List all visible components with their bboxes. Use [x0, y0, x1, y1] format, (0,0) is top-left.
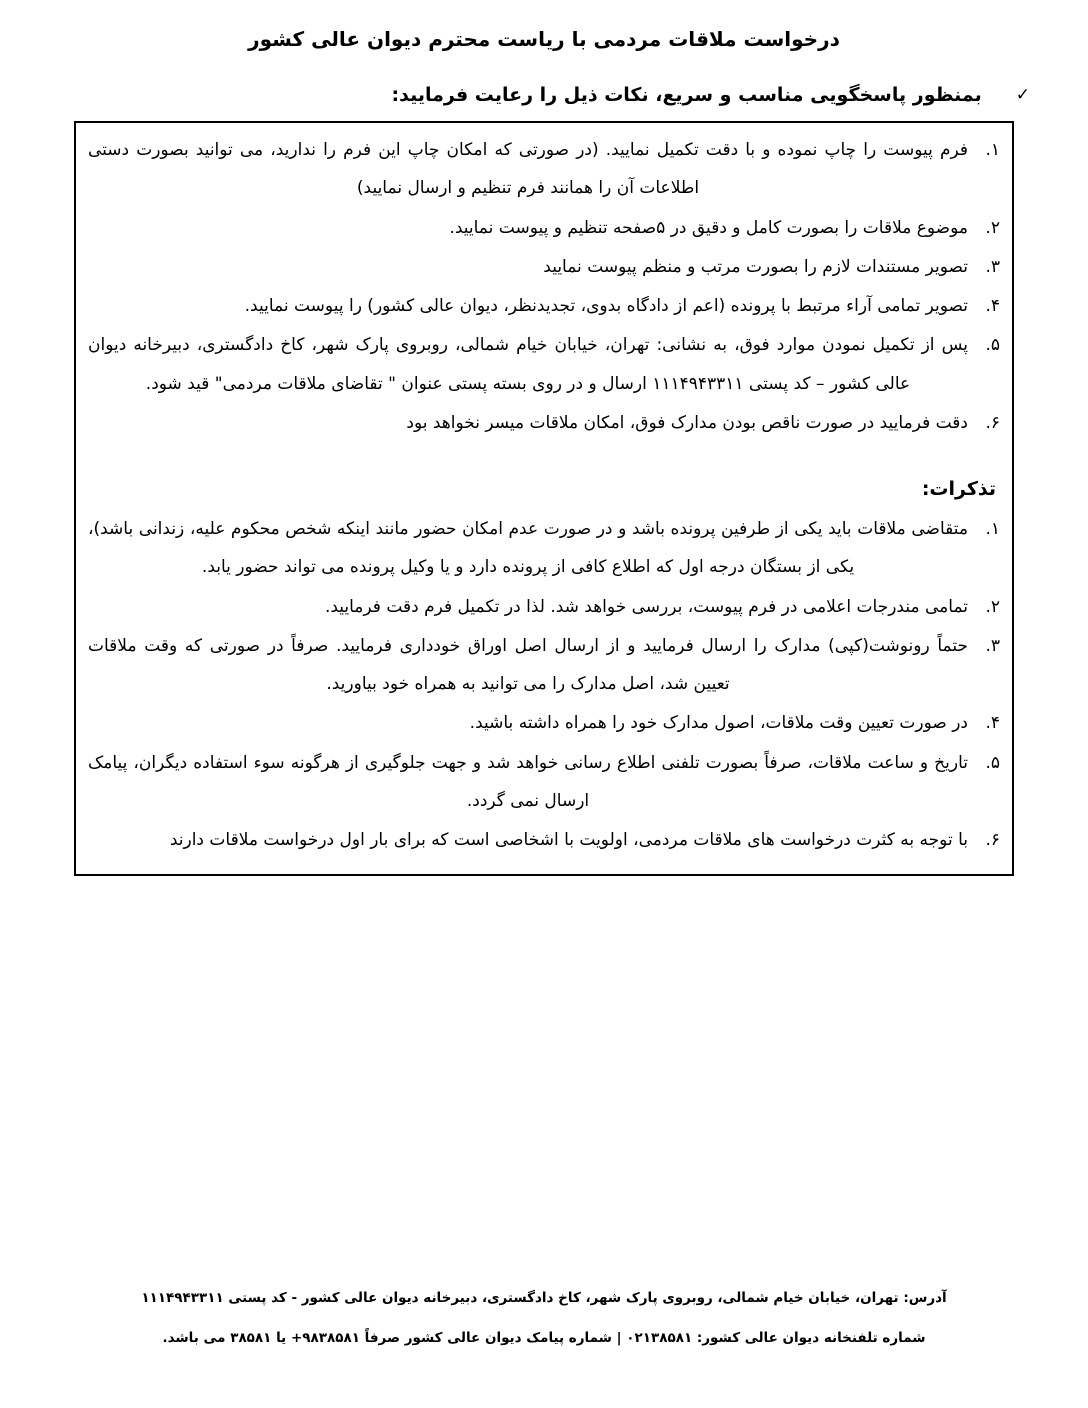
- item-text: حتماً رونوشت(کپی) مدارک را ارسال فرمایید و از ارسال اصل اوراق خودداری فرمایید. صرفاً در صورتی که وقت ملاقات تعیین شد، اصل مدارک را می توانید به همراه خود بیاورید.: [88, 635, 968, 695]
- item-text: فرم پیوست را چاپ نموده و با دقت تکمیل نمایید. (در صورتی که امکان چاپ این فرم را ندارید، می توانید بصورت دستی اطلاعات آن را همانند فرم تنظیم و ارسال نمایید): [88, 140, 968, 199]
- item-text: تصویر مستندات لازم را بصورت مرتب و منظم پیوست نمایید: [543, 256, 968, 277]
- list-item: [88, 588, 1000, 626]
- item-number: ۴.: [985, 296, 1000, 317]
- item-number: ۳.: [985, 635, 1000, 656]
- lead-instruction-text: بمنظور پاسخگویی مناسب و سریع، نکات ذیل را رعایت فرمایید:: [391, 84, 982, 106]
- item-number: ۲.: [985, 596, 1000, 617]
- footer-phone-numbers: شماره تلفنخانه دیوان عالی کشور: ۰۲۱۳۸۵۸۱ | شماره پیامک دیوان عالی کشور صرفاً ۹۸۳۸۵۸۱+ یا ۳۸۵۸۱ می باشد.: [162, 1330, 926, 1347]
- item-text: با توجه به کثرت درخواست های ملاقات مردمی، اولویت با اشخاصی است که برای بار اول درخواست ملاقات دارند: [169, 830, 968, 851]
- document-title: درخواست ملاقات مردمی با ریاست محترم دیوان عالی کشور: [248, 27, 840, 51]
- item-number: ۱.: [985, 140, 1000, 161]
- item-text: تصویر تمامی آراء مرتبط با پرونده (اعم از دادگاه بدوی، تجدیدنظر، دیوان عالی کشور) را پیوست نمایید.: [244, 296, 968, 317]
- item-text: متقاضی ملاقات باید یکی از طرفین پرونده باشد و در صورت عدم امکان حضور مانند اینکه شخص محکوم علیه، زندانی باشد)، یکی از بستگان درجه اول که اطلاع کافی از پرونده دارد و یا وکیل پرونده می تواند حضور یابد.: [88, 519, 968, 578]
- item-number: ۲.: [985, 217, 1000, 238]
- list-item: [88, 627, 1000, 704]
- list-item: [88, 704, 1000, 742]
- footer-address: آدرس: تهران، خیابان خیام شمالی، روبروی پارک شهر، کاخ دادگستری، دبیرخانه دیوان عالی کشور - کد پستی ۱۱۱۴۹۴۳۳۱۱: [141, 1290, 947, 1306]
- list-item: [88, 248, 1000, 286]
- list-item: [88, 821, 1000, 859]
- item-text: دقت فرمایید در صورت ناقص بودن مدارک فوق، امکان ملاقات میسر نخواهد بود: [406, 412, 968, 433]
- item-number: ۳.: [985, 256, 1000, 277]
- instructions-box: [74, 121, 1014, 876]
- item-number: ۵.: [985, 752, 1000, 773]
- checkmark-icon: ✓: [1015, 85, 1030, 105]
- item-number: ۱.: [985, 519, 1000, 540]
- lead-instruction-line: [0, 84, 1030, 106]
- list-item: [88, 131, 1000, 208]
- notes-heading: تذکرات:: [921, 478, 996, 501]
- list-item: [88, 510, 1000, 587]
- item-number: ۵.: [985, 335, 1000, 356]
- list-item: [88, 744, 1000, 821]
- item-text: تاریخ و ساعت ملاقات، صرفاً بصورت تلفنی اطلاع رسانی خواهد شد و جهت جلوگیری از هرگونه سوء استفاده دیگران، پیامک ارسال نمی گردد.: [88, 752, 968, 811]
- instructions-list: [88, 131, 1000, 442]
- item-text: پس از تکمیل نمودن موارد فوق، به نشانی: تهران، خیابان خیام شمالی، روبروی پارک شهر، کاخ دادگستری، دبیرخانه دیوان عالی کشور – کد پستی ۱۱۱۴۹۴۳۳۱۱ ارسال و در روی بسته پستی عنوان " تقاضای ملاقات مردمی" قید شود.: [88, 335, 968, 394]
- list-item: [88, 326, 1000, 403]
- item-number: ۶.: [985, 412, 1000, 433]
- page-footer: [0, 1288, 1088, 1369]
- item-number: ۶.: [985, 830, 1000, 851]
- list-item: [88, 404, 1000, 442]
- list-item: [88, 287, 1000, 325]
- item-text: تمامی مندرجات اعلامی در فرم پیوست، بررسی خواهد شد. لذا در تکمیل فرم دقت فرمایید.: [324, 596, 968, 617]
- item-text: موضوع ملاقات را بصورت کامل و دقیق در ۵صفحه تنظیم و پیوست نمایید.: [449, 217, 968, 238]
- item-text: در صورت تعیین وقت ملاقات، اصول مدارک خود را همراه داشته باشید.: [469, 713, 968, 734]
- list-item: [88, 209, 1000, 247]
- notes-list: [88, 510, 1000, 859]
- item-number: ۴.: [985, 713, 1000, 734]
